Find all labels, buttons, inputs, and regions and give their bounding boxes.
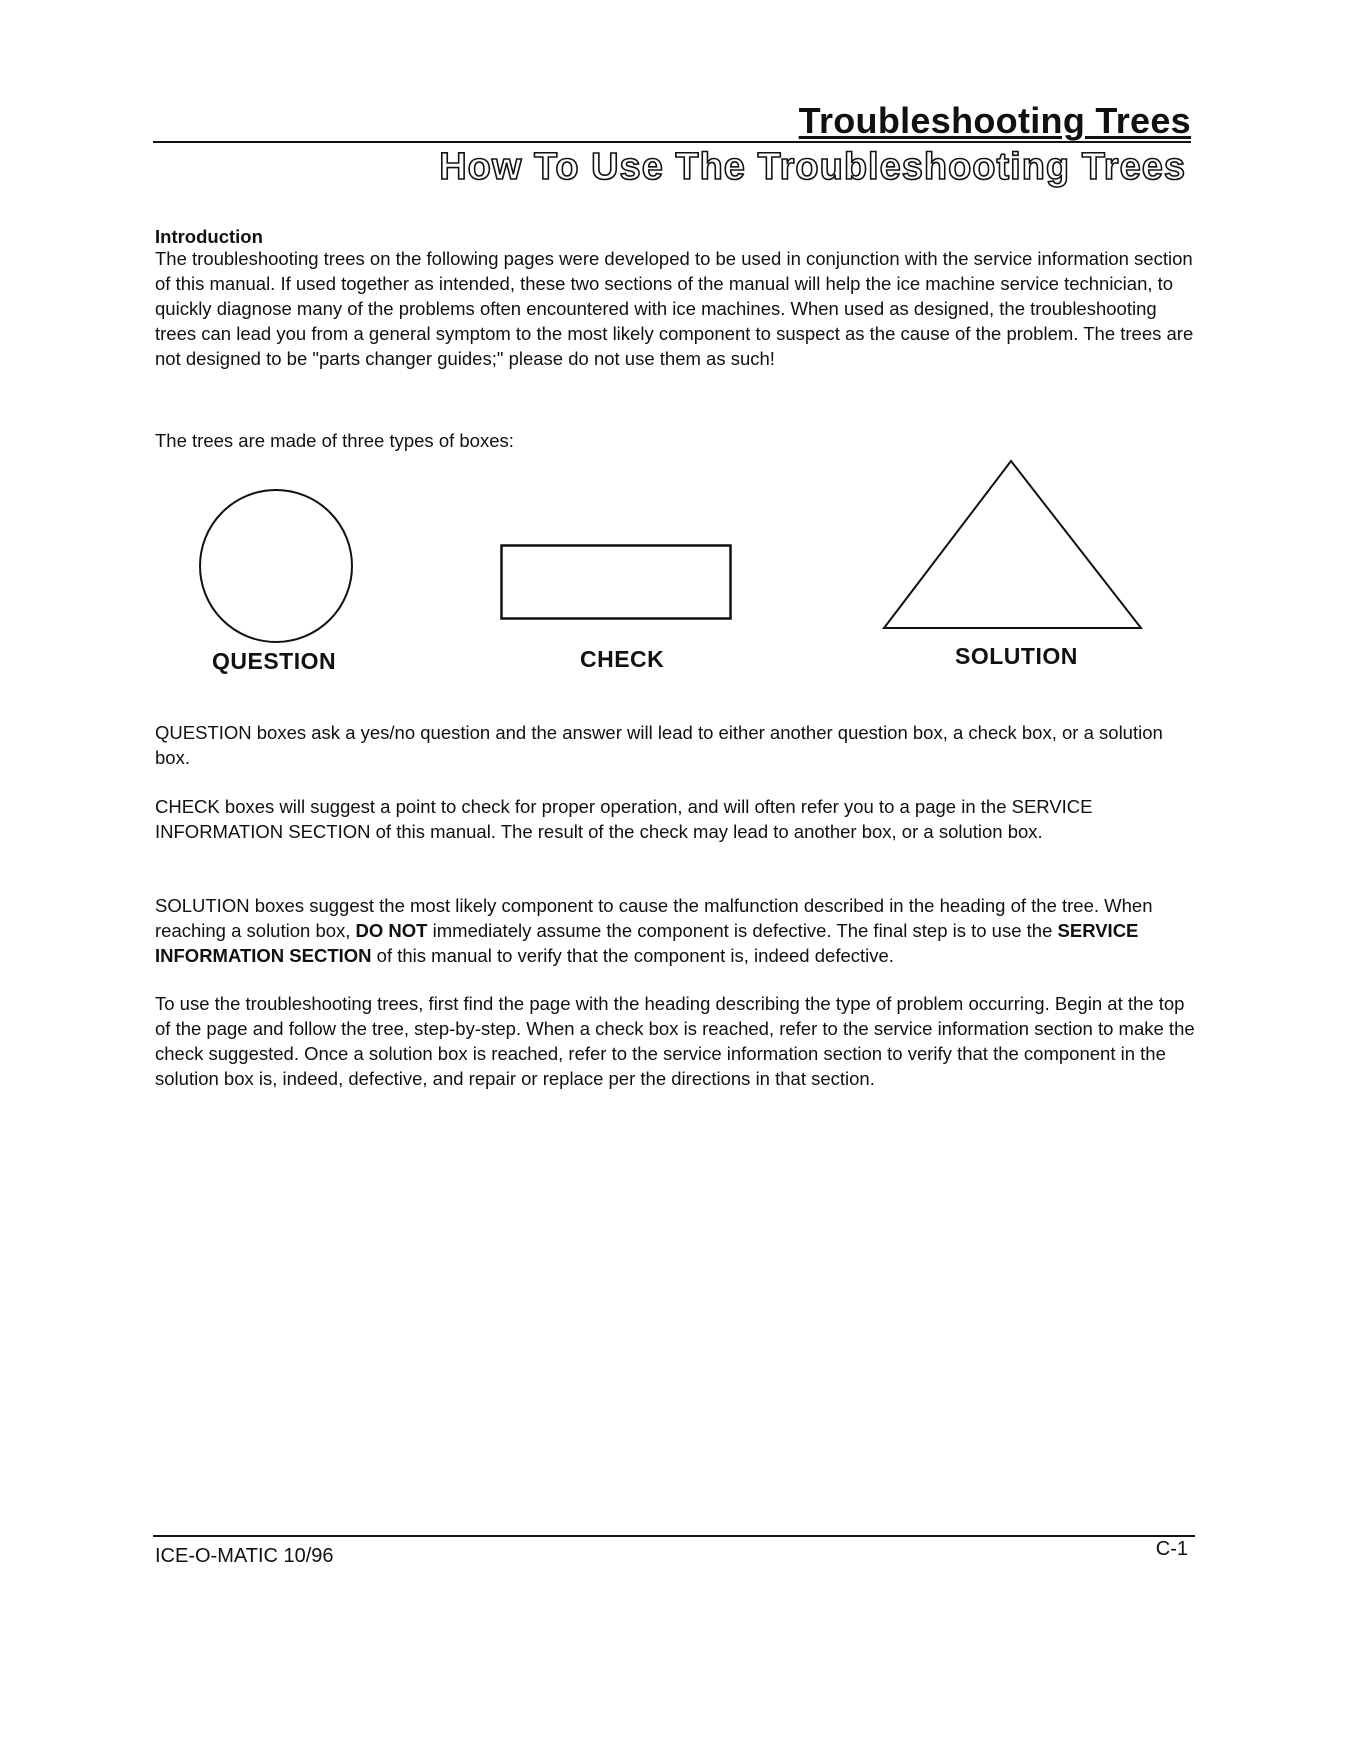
check-label: CHECK bbox=[580, 646, 665, 672]
introduction-paragraph: The troubleshooting trees on the following pages were developed to be used in conjunction with the service information section of this manual. If used together as intended, these two sections of the manual will help the ice machine service technician, to quickly diagnose many of the problems often encountered with ice machines. When used as designed, the troubleshooting trees can lead you from a general symptom to the most likely component to suspect as the cause of the problem. The trees are not designed to be "parts changer guides;" please do not use them as such! bbox=[155, 248, 1194, 369]
solution-text-3: of this manual to verify that the component is, indeed defective. bbox=[371, 945, 894, 966]
solution-text-1: SOLUTION boxes suggest the most likely component to cause the malfunction described in the heading of the tree. When reaching a solution box, bbox=[155, 895, 1153, 941]
question-circle-icon bbox=[196, 486, 356, 646]
usage-paragraph: To use the troubleshooting trees, first find the page with the heading describing the type of problem occurring. Begin at the top of the page and follow the tree, step-by-step. When a check box is reached, refer to the service information section to make the check suggested. Once a solution box is reached, refer to the service information section to verify that the component in the solution box is, indeed, defective, and repair or replace per the directions in that section. bbox=[155, 993, 1195, 1089]
service-information-emphasis: SERVICE INFORMATION SECTION bbox=[155, 920, 1139, 966]
check-description: CHECK boxes will suggest a point to check for proper operation, and will often refer you to a page in the SERVICE INFORMATION SECTION of this manual. The result of the check may lead to another box, or a solution box. bbox=[155, 796, 1093, 842]
footer-publisher: ICE-O-MATIC 10/96 bbox=[155, 1545, 334, 1567]
solution-description bbox=[155, 893, 1195, 968]
page-title: Troubleshooting Trees bbox=[798, 100, 1191, 141]
page-subtitle: How To Use The Troubleshooting Trees bbox=[439, 146, 1186, 188]
solution-label: SOLUTION bbox=[955, 643, 1078, 669]
do-not-emphasis: DO NOT bbox=[355, 920, 428, 941]
box-types-line: The trees are made of three types of boxes: bbox=[155, 430, 514, 451]
header-divider bbox=[153, 141, 1191, 143]
question-label: QUESTION bbox=[212, 648, 337, 674]
solution-triangle-icon bbox=[880, 458, 1144, 632]
footer-divider bbox=[153, 1535, 1195, 1537]
page-number: C-1 bbox=[1155, 1538, 1188, 1560]
solution-text-2: immediately assume the component is defective. The final step is to use the bbox=[427, 920, 1058, 941]
question-description: QUESTION boxes ask a yes/no question and the answer will lead to either another question box, a check box, or a solution box. bbox=[155, 722, 1163, 768]
check-rectangle-icon bbox=[500, 544, 734, 624]
introduction-heading: Introduction bbox=[155, 226, 263, 247]
